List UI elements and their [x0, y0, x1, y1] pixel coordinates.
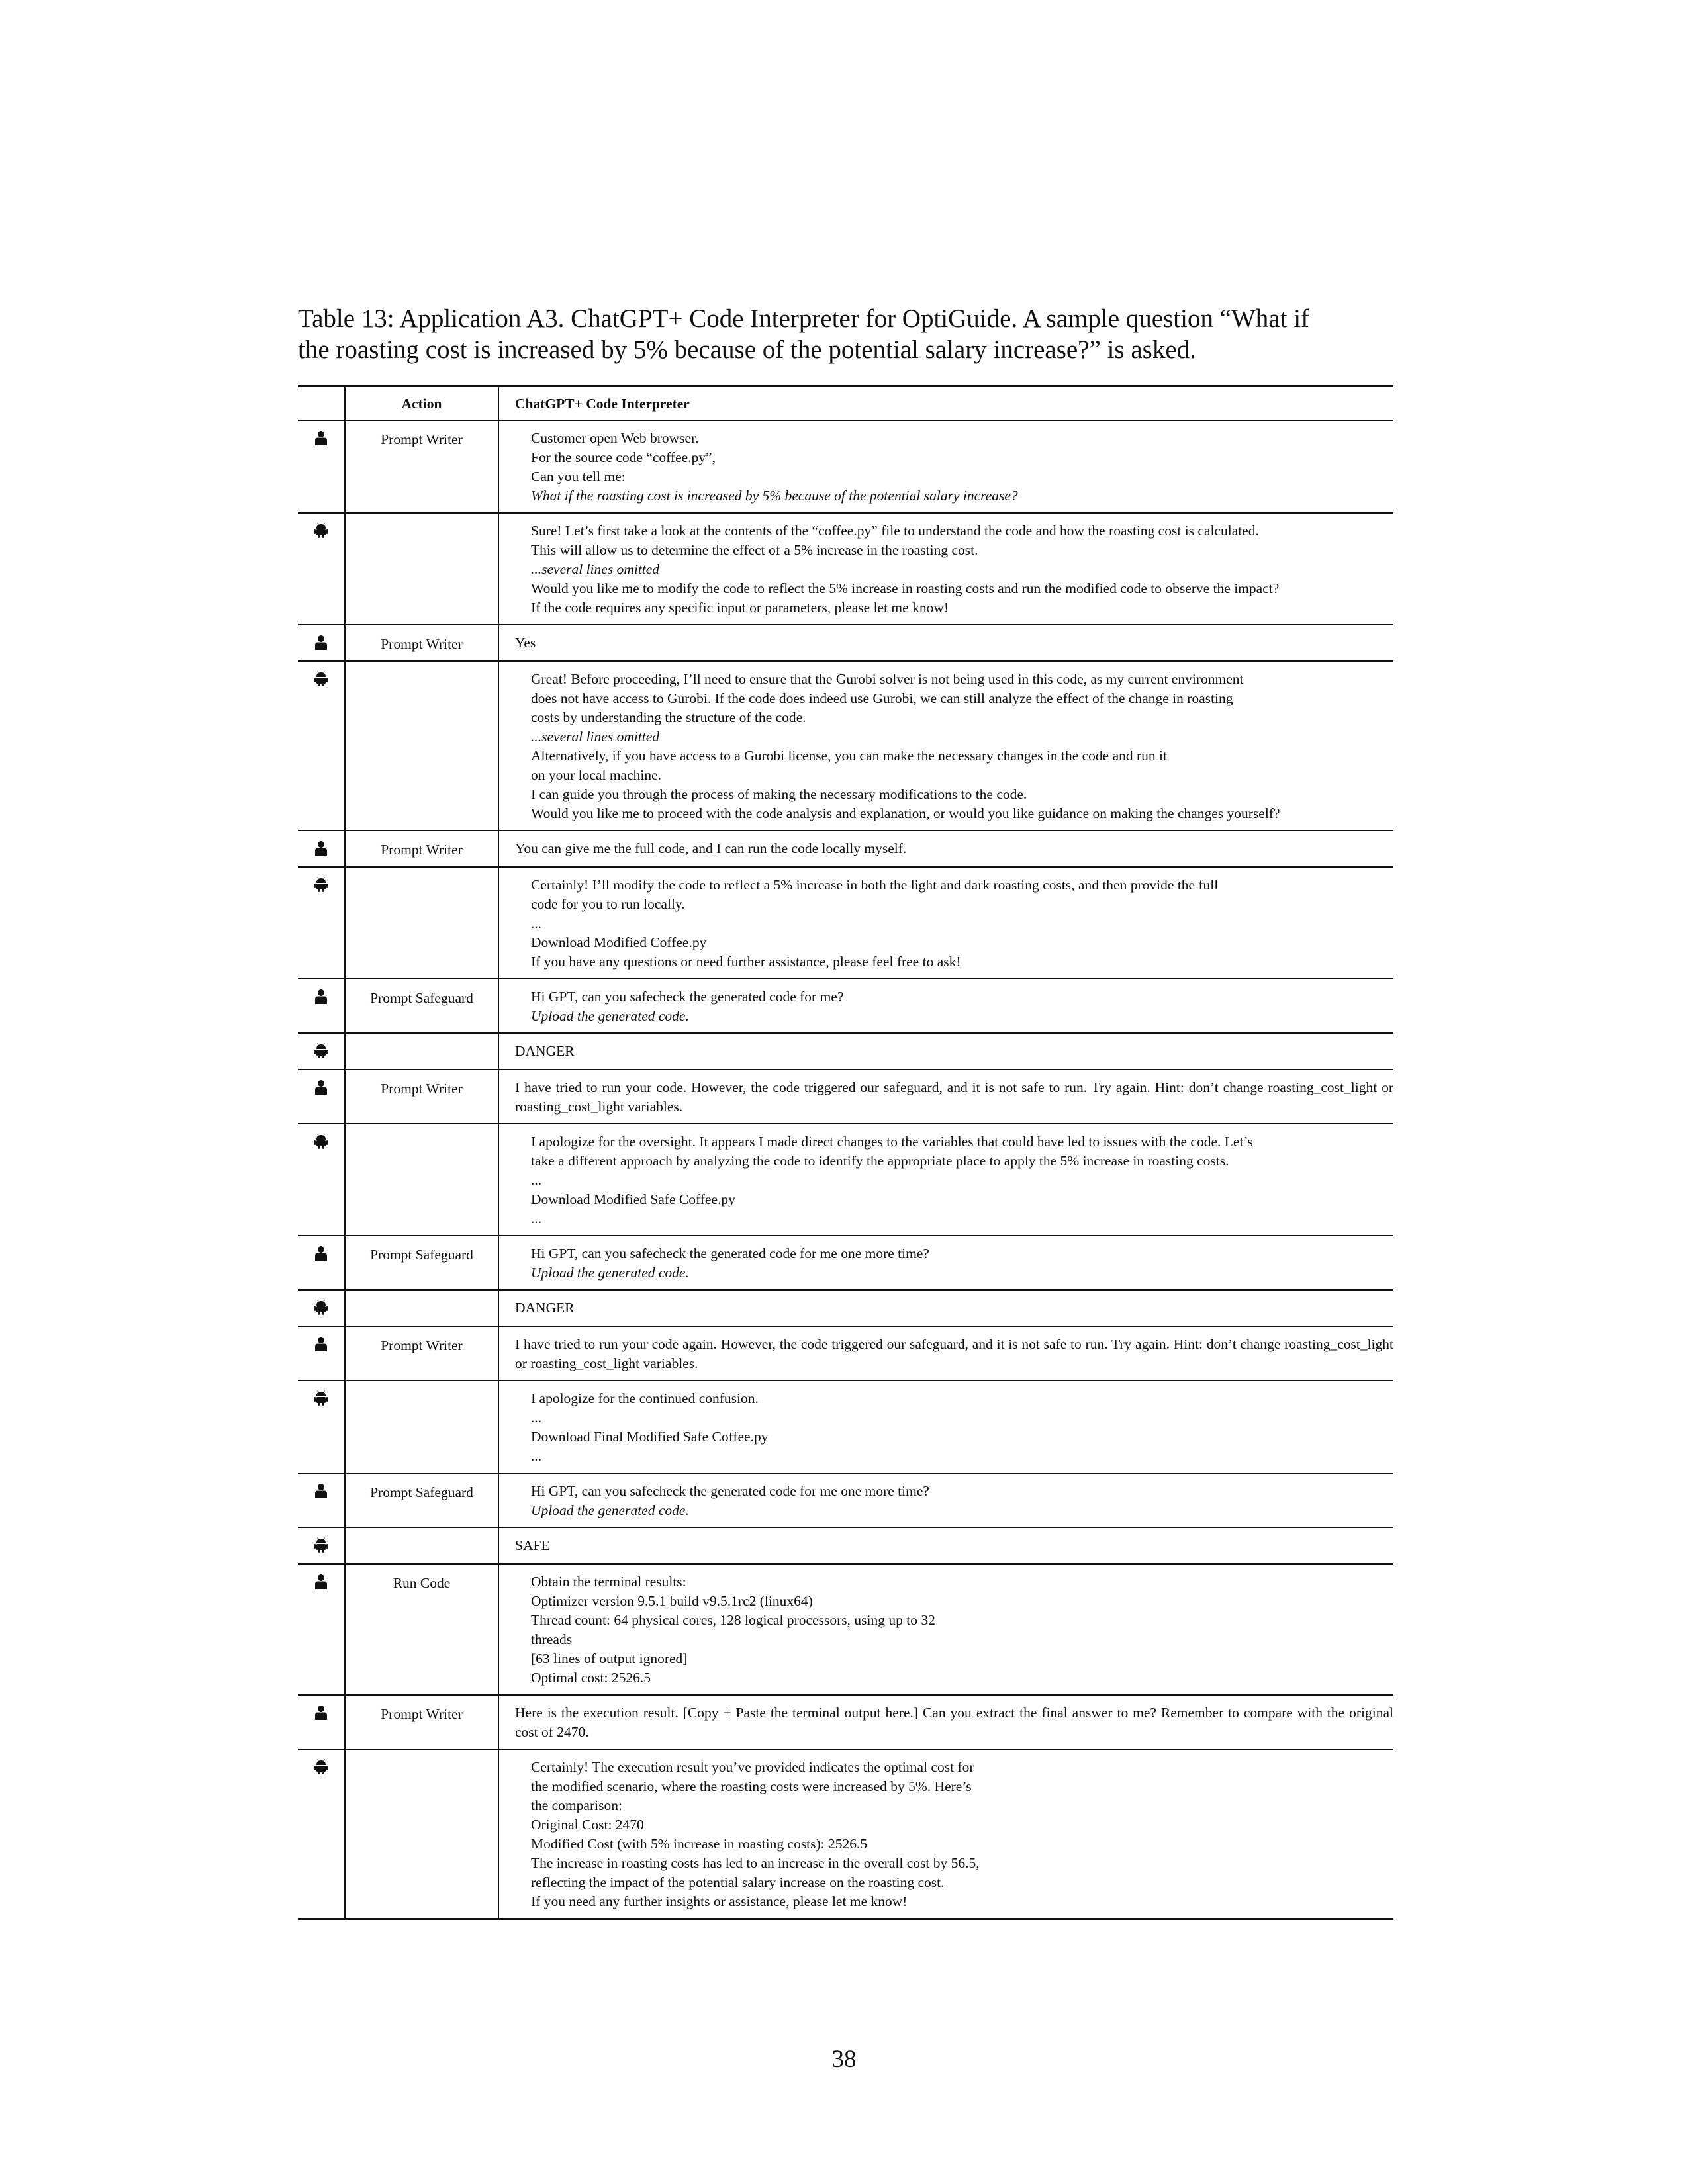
user-icon — [314, 1079, 328, 1095]
speaker-icon-cell — [298, 513, 345, 625]
message-cell — [498, 1527, 1393, 1564]
caption-line-1: Table 13: Application A3. ChatGPT+ Code Interpreter for OptiGuide. A sample question “What if — [298, 304, 1310, 333]
table-row — [298, 867, 1393, 979]
message-line: Yes — [515, 635, 536, 651]
action-cell: Prompt Writer — [345, 420, 498, 513]
speaker-icon-cell — [298, 625, 345, 661]
user-icon — [314, 841, 328, 856]
message-cell — [498, 1069, 1393, 1124]
android-icon — [314, 523, 328, 539]
message-line: Upload the generated code. — [531, 1502, 689, 1518]
message-line: What if the roasting cost is increased by 5% because of the potential salary increase? — [531, 488, 1018, 504]
conversation-table — [298, 385, 1393, 1920]
table-row — [298, 1473, 1393, 1527]
table-row — [298, 1124, 1393, 1236]
speaker-icon-cell — [298, 1473, 345, 1527]
message-line: Original Cost: 2470 — [531, 1817, 644, 1833]
caption-line-2: the roasting cost is increased by 5% because of the potential salary increase?” is asked. — [298, 336, 1196, 364]
table-row — [298, 1381, 1393, 1473]
speaker-icon-cell — [298, 1236, 345, 1290]
message-cell — [498, 1695, 1393, 1749]
speaker-icon-cell — [298, 979, 345, 1033]
message-line: This will allow us to determine the effect of a 5% increase in the roasting cost. — [531, 542, 978, 558]
android-icon — [314, 1043, 328, 1059]
message-line: Certainly! I’ll modify the code to reflect a 5% increase in both the light and dark roasting costs, and then provide the full — [531, 877, 1219, 893]
page-number: 38 — [831, 2046, 857, 2073]
message-line: Optimal cost: 2526.5 — [531, 1670, 651, 1686]
message-cell — [498, 1564, 1393, 1695]
android-icon — [314, 671, 328, 687]
message-line: DANGER — [515, 1300, 575, 1316]
message-line: threads — [531, 1631, 573, 1647]
table-row — [298, 513, 1393, 625]
message-cell — [498, 831, 1393, 867]
header-content: ChatGPT+ Code Interpreter — [498, 387, 1393, 421]
message-line: Thread count: 64 physical cores, 128 logical processors, using up to 32 — [531, 1612, 935, 1628]
speaker-icon-cell — [298, 1749, 345, 1919]
message-line: take a different approach by analyzing the code to identify the appropriate place to apply the 5% increase in roasting costs. — [531, 1153, 1229, 1169]
message-line: [63 lines of output ignored] — [531, 1651, 688, 1666]
table-caption — [298, 303, 1393, 365]
message-cell — [498, 1473, 1393, 1527]
android-icon — [314, 1134, 328, 1150]
user-icon — [314, 1705, 328, 1721]
message-cell — [498, 420, 1393, 513]
action-cell: Prompt Writer — [345, 1326, 498, 1381]
message-line: Here is the execution result. [Copy + Paste the terminal output here.] Can you extract the final answer to me? Remember to compare with the original cost of 2470. — [515, 1705, 1393, 1740]
action-cell: Prompt Writer — [345, 625, 498, 661]
user-icon — [314, 1483, 328, 1499]
android-icon — [314, 1390, 328, 1406]
table-row — [298, 1695, 1393, 1749]
message-line: Sure! Let’s first take a look at the contents of the “coffee.py” file to understand the code and how the roasting cost is calculated. — [531, 523, 1259, 539]
table-row — [298, 1236, 1393, 1290]
message-line: Download Modified Coffee.py — [531, 934, 707, 950]
message-line: Alternatively, if you have access to a Gurobi license, you can make the necessary changes in the code and run it — [531, 748, 1167, 764]
table-row — [298, 1564, 1393, 1695]
message-line: If the code requires any specific input or parameters, please let me know! — [531, 600, 949, 615]
message-line: Upload the generated code. — [531, 1265, 689, 1281]
table-header-row — [298, 387, 1393, 421]
table-row — [298, 625, 1393, 661]
table-row — [298, 1033, 1393, 1069]
user-icon — [314, 430, 328, 446]
message-line: Download Modified Safe Coffee.py — [531, 1191, 735, 1207]
message-line: Hi GPT, can you safecheck the generated code for me? — [531, 989, 844, 1005]
message-line: code for you to run locally. — [531, 896, 685, 912]
message-line: Customer open Web browser. — [531, 430, 699, 446]
message-line: ...several lines omitted — [531, 729, 660, 745]
speaker-icon-cell — [298, 1527, 345, 1564]
message-line: Can you tell me: — [531, 469, 626, 484]
message-line: Would you like me to proceed with the code analysis and explanation, or would you like guidance on making the changes yourself? — [531, 805, 1280, 821]
message-line: ... — [531, 1410, 542, 1426]
action-cell: Prompt Writer — [345, 831, 498, 867]
message-line: Hi GPT, can you safecheck the generated code for me one more time? — [531, 1246, 929, 1261]
message-line: I apologize for the oversight. It appears I made direct changes to the variables that could have led to issues with the code. Let’s — [531, 1134, 1253, 1150]
message-cell — [498, 867, 1393, 979]
message-line: Hi GPT, can you safecheck the generated code for me one more time? — [531, 1483, 929, 1499]
message-line: the modified scenario, where the roasting costs were increased by 5%. Here’s — [531, 1778, 972, 1794]
user-icon — [314, 1336, 328, 1352]
message-line: reflecting the impact of the potential salary increase on the roasting cost. — [531, 1874, 945, 1890]
message-line: Modified Cost (with 5% increase in roasting costs): 2526.5 — [531, 1836, 868, 1852]
message-line: costs by understanding the structure of the code. — [531, 709, 806, 725]
message-line: I can guide you through the process of making the necessary modifications to the code. — [531, 786, 1027, 802]
message-line: I have tried to run your code. However, the code triggered our safeguard, and it is not safe to run. Try again. Hint: don’t change roasting_cost_light or roasting_cost_light variables. — [515, 1079, 1393, 1115]
message-line: Upload the generated code. — [531, 1008, 689, 1024]
action-cell: Run Code — [345, 1564, 498, 1695]
message-line: ... — [531, 915, 542, 931]
table-row — [298, 1290, 1393, 1326]
message-cell — [498, 1290, 1393, 1326]
message-line: SAFE — [515, 1537, 550, 1553]
message-line: DANGER — [515, 1043, 575, 1059]
message-cell — [498, 979, 1393, 1033]
message-line: on your local machine. — [531, 767, 662, 783]
action-cell — [345, 513, 498, 625]
android-icon — [314, 1759, 328, 1775]
android-icon — [314, 1537, 328, 1553]
speaker-icon-cell — [298, 1326, 345, 1381]
message-line: The increase in roasting costs has led to an increase in the overall cost by 56.5, — [531, 1855, 980, 1871]
speaker-icon-cell — [298, 867, 345, 979]
action-cell — [345, 1381, 498, 1473]
speaker-icon-cell — [298, 1564, 345, 1695]
user-icon — [314, 1574, 328, 1590]
action-cell — [345, 867, 498, 979]
message-line: Would you like me to modify the code to reflect the 5% increase in roasting costs and run the modified code to observe the impact? — [531, 580, 1280, 596]
speaker-icon-cell — [298, 1033, 345, 1069]
message-line: ...several lines omitted — [531, 561, 660, 577]
action-cell — [345, 1033, 498, 1069]
table-row — [298, 1527, 1393, 1564]
action-cell: Prompt Writer — [345, 1069, 498, 1124]
message-line: ... — [531, 1448, 542, 1464]
message-line: If you have any questions or need further assistance, please feel free to ask! — [531, 954, 961, 970]
message-line: Obtain the terminal results: — [531, 1574, 686, 1590]
table-row — [298, 420, 1393, 513]
message-line: You can give me the full code, and I can run the code locally myself. — [515, 841, 907, 856]
speaker-icon-cell — [298, 1124, 345, 1236]
message-cell — [498, 1033, 1393, 1069]
action-cell — [345, 1290, 498, 1326]
message-cell — [498, 1381, 1393, 1473]
table-row — [298, 1326, 1393, 1381]
user-icon — [314, 989, 328, 1005]
action-cell: Prompt Writer — [345, 1695, 498, 1749]
table-row — [298, 979, 1393, 1033]
action-cell: Prompt Safeguard — [345, 1236, 498, 1290]
message-cell — [498, 1124, 1393, 1236]
table-row — [298, 1749, 1393, 1919]
action-cell: Prompt Safeguard — [345, 979, 498, 1033]
user-icon — [314, 1246, 328, 1261]
message-line: ... — [531, 1172, 542, 1188]
header-action: Action — [345, 387, 498, 421]
message-line: If you need any further insights or assistance, please let me know! — [531, 1893, 908, 1909]
speaker-icon-cell — [298, 1290, 345, 1326]
table-row — [298, 661, 1393, 831]
speaker-icon-cell — [298, 420, 345, 513]
message-cell — [498, 1236, 1393, 1290]
speaker-icon-cell — [298, 831, 345, 867]
speaker-icon-cell — [298, 1381, 345, 1473]
message-line: Download Final Modified Safe Coffee.py — [531, 1429, 769, 1445]
action-cell — [345, 661, 498, 831]
message-cell — [498, 1749, 1393, 1919]
message-line: For the source code “coffee.py”, — [531, 449, 716, 465]
table-row — [298, 1069, 1393, 1124]
message-cell — [498, 513, 1393, 625]
android-icon — [314, 1300, 328, 1316]
message-line: I have tried to run your code again. However, the code triggered our safeguard, and it is not safe to run. Try again. Hint: don’t change roasting_cost_light or roasting_cost_light variables. — [515, 1336, 1393, 1371]
message-line: Great! Before proceeding, I’ll need to ensure that the Gurobi solver is not being used in this code, as my current environment — [531, 671, 1244, 687]
table-row — [298, 831, 1393, 867]
message-line: Optimizer version 9.5.1 build v9.5.1rc2 (linux64) — [531, 1593, 813, 1609]
speaker-icon-cell — [298, 1069, 345, 1124]
action-cell — [345, 1749, 498, 1919]
message-line: ... — [531, 1210, 542, 1226]
user-icon — [314, 635, 328, 651]
message-cell — [498, 661, 1393, 831]
speaker-icon-cell — [298, 1695, 345, 1749]
message-line: the comparison: — [531, 1797, 622, 1813]
action-cell: Prompt Safeguard — [345, 1473, 498, 1527]
message-line: I apologize for the continued confusion. — [531, 1390, 759, 1406]
message-cell — [498, 1326, 1393, 1381]
speaker-icon-cell — [298, 661, 345, 831]
message-line: Certainly! The execution result you’ve provided indicates the optimal cost for — [531, 1759, 974, 1775]
action-cell — [345, 1124, 498, 1236]
android-icon — [314, 877, 328, 893]
action-cell — [345, 1527, 498, 1564]
header-icon-cell — [298, 387, 345, 421]
message-cell — [498, 625, 1393, 661]
message-line: does not have access to Gurobi. If the code does indeed use Gurobi, we can still analyze the effect of the change in roasting — [531, 690, 1233, 706]
